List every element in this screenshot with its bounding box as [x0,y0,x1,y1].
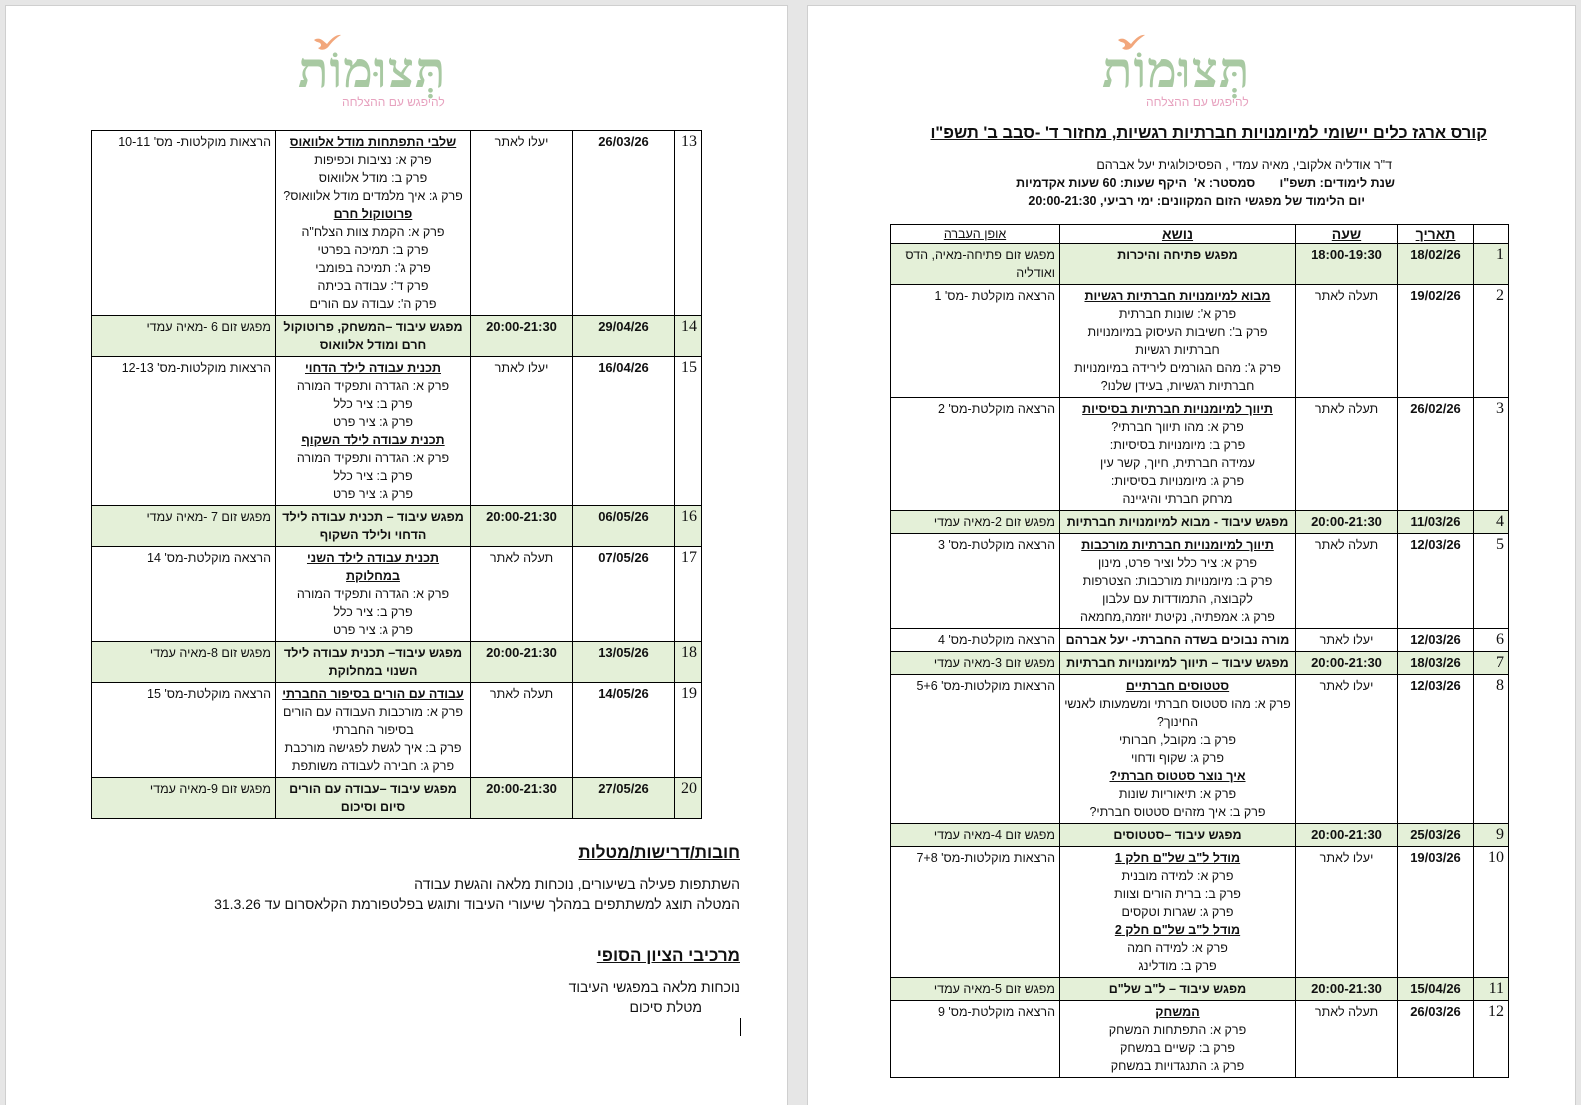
row-topic [1060,675,1296,824]
schedule-table-continued [91,130,702,819]
row-number: 1 [1474,244,1509,285]
row-mode: הרצאה מוקלטת-מס' 4 [891,629,1060,652]
topic-subtitle: מודל ל"ב של"ם חלק 2 [1114,923,1241,937]
table-row [92,683,702,778]
row-time: תעלה לאתר [1296,285,1398,398]
topic-title: המשחק [1155,1005,1200,1019]
row-mode: מפגש זום 5-מאיה עמדי [891,978,1060,1001]
topic-part: פרק ב: ציר כלל [333,605,413,619]
row-topic [1060,978,1296,1001]
table-header-row [891,225,1509,244]
row-date: 16/04/26 [573,357,675,506]
table-row [92,642,702,683]
table-row [891,244,1509,285]
row-mode: מפגש זום 4-מאיה עמדי [891,824,1060,847]
row-number: 17 [675,547,702,642]
row-number: 12 [1474,1001,1509,1078]
topic-part: פרק ג: אמפתיה, נקיטת יוזמה,מחמאה [1080,610,1275,624]
topic-part: פרק ב: מיומנויות מורכבות: הצטרפות לקבוצה, התמודדות עם עלבון [1082,574,1273,606]
topic-part: פרק ג': מהם הגורמים לירידה במיומנויות חברתיות רגשיות, בעידן שלנו? [1074,361,1281,393]
row-date: 26/02/26 [1398,398,1474,511]
grade-heading: מרכיבי הציון הסופי [596,946,740,965]
course-lecturers: ד"ר אודליה אלקובי, מאיה עמדי , הפסיכולוגית יעל אברהם [1096,158,1392,172]
row-date: 26/03/26 [1398,1001,1474,1078]
table-row [891,398,1509,511]
logo [294,30,494,114]
row-number: 6 [1474,629,1509,652]
topic-part: פרק ד': עבודה בכיתה [317,279,429,293]
topic-part: פרק א: הגדרה ותפקיד המורה [296,451,450,465]
header-date: תאריך [1398,225,1474,244]
row-date: 12/03/26 [1398,675,1474,824]
topic-part: פרק ג: איך מלמדים מודל אלוואוס? [283,189,463,203]
topic-part: פרק א: מהו סטטוס חברתי ומשמעותו לאנשי החינוך? [1064,697,1291,729]
topic-part: פרק א: הגדרה ותפקיד המורה [296,379,450,393]
topic-title: עבודה עם הורים בסיפור החברתי [282,687,464,701]
row-topic [1060,1001,1296,1078]
logo [1098,30,1298,114]
row-topic [276,547,471,642]
row-topic [1060,652,1296,675]
row-date: 12/03/26 [1398,534,1474,629]
header-mode: אופן העברה [891,225,1060,244]
topic-title: מפגש פתיחה והיכרות [1117,248,1238,262]
row-topic [1060,824,1296,847]
row-time: תעלה לאתר [1296,398,1398,511]
table-row [92,131,702,316]
table-row [891,675,1509,824]
row-topic [276,316,471,357]
row-time: תעלה לאתר [1296,1001,1398,1078]
topic-title: תיווך למיומנויות חברתיות מורכבות [1081,538,1274,552]
row-time: 18:00-19:30 [1296,244,1398,285]
row-date: 15/04/26 [1398,978,1474,1001]
topic-part: פרק ג: שגרות וטקסים [1121,905,1234,919]
row-topic [276,131,471,316]
topic-part: פרק ג: ציר פרט [332,415,414,429]
row-mode: מפגש זום 6 -מאיה עמדי [92,316,276,357]
obligations-heading: חובות/דרישות/מטלות [578,843,740,862]
row-number: 20 [675,778,702,819]
topic-part: פרק א: הגדרה ותפקיד המורה [296,587,450,601]
row-number: 14 [675,316,702,357]
topic-title: מפגש עיבוד - מבוא למיומנויות חברתיות [1066,515,1289,529]
table-row [92,316,702,357]
topic-title: מפגש עיבוד – תיווך למיומנויות חברתיות [1066,656,1289,670]
row-time: 20:00-21:30 [471,778,573,819]
topic-subtitle: תכנית עבודה לילד השקוף [301,433,445,447]
grade-line-1: נוכחות מלאה במפגשי העיבוד [568,979,740,995]
topic-title: מבוא למיומנויות חברתיות רגשיות [1084,289,1271,303]
table-row [891,847,1509,978]
header-time: שעה [1296,225,1398,244]
row-number: 5 [1474,534,1509,629]
row-date: 13/05/26 [573,642,675,683]
topic-part: פרק ב: ברית הורים וצוות [1114,887,1241,901]
row-number: 2 [1474,285,1509,398]
course-day-line: יום הלימוד של מפגשי הזום המקוונים: ימי רביעי, 20:00-21:30 [1028,194,1365,208]
topic-part: פרק א: ציר כלל וציר פרט, מינון [1097,556,1258,570]
row-date: 27/05/26 [573,778,675,819]
row-topic [276,642,471,683]
topic-part: פרק א': שונות חברתית [1118,307,1237,321]
table-row [891,978,1509,1001]
schedule-table [890,224,1509,1078]
topic-title: תכנית עבודה לילד הדחוי [304,361,442,375]
row-time: 20:00-21:30 [471,506,573,547]
topic-title: מפגש עיבוד – תכנית עבודה לילד הדחוי ולילד השקוף [282,510,464,542]
row-number: 19 [675,683,702,778]
row-number: 3 [1474,398,1509,511]
row-date: 26/03/26 [573,131,675,316]
topic-part: פרק ב: מקובל, חברותי [1119,733,1236,747]
row-topic [276,506,471,547]
table-row [92,357,702,506]
topic-part: פרק א: למידה מובנית [1121,869,1234,883]
row-mode: הרצאות מוקלטות-מס' 5+6 [891,675,1060,824]
row-number: 8 [1474,675,1509,824]
topic-part: פרק א: מהו תיווך חברתי? [1111,420,1244,434]
row-topic [1060,847,1296,978]
topic-part: פרק ב: איך מזהים סטטוס חברתי? [1089,805,1266,819]
topic-part: פרק ב: תמיכה בפרטי [317,243,429,257]
row-time: 20:00-21:30 [1296,978,1398,1001]
row-mode: הרצאה מוקלטת-מס' 9 [891,1001,1060,1078]
topic-title: מפגש עיבוד –עבודה עם הורים סיום וסיכום [289,782,457,814]
row-topic [1060,244,1296,285]
topic-part: פרק ג: שקוף ודחוי [1131,751,1224,765]
topic-title: תכנית עבודה לילד השני במחלוקת [306,551,440,583]
row-time: תעלה לאתר [471,547,573,642]
topic-part: פרק ג: ציר פרט [332,487,414,501]
table-row [891,1001,1509,1078]
logo-wordmark: תְּצוּמוֹת [298,40,447,99]
row-date: 11/03/26 [1398,511,1474,534]
row-date: 18/03/26 [1398,652,1474,675]
row-mode: מפגש זום 9-מאיה עמדי [92,778,276,819]
row-topic [276,778,471,819]
topic-title: מפגש עיבוד – ל"ב של"ם [1108,982,1247,996]
row-date: 06/05/26 [573,506,675,547]
row-number: 7 [1474,652,1509,675]
row-mode: מפגש זום 3-מאיה עמדי [891,652,1060,675]
row-topic [1060,629,1296,652]
topic-part: פרק ג: ציר פרט [332,623,414,637]
topic-part: פרק ב: קשיים במשחק [1120,1041,1235,1055]
topic-part: פרק ג': תמיכה בפומבי [315,261,431,275]
table-row [92,506,702,547]
topic-subtitle: פרוטוקול חרם [333,207,413,221]
row-mode: הרצאה מוקלטת-מס' 15 [92,683,276,778]
row-mode: הרצאות מוקלטות-מס' 12-13 [92,357,276,506]
topic-part: פרק א: למידה חמה [1127,941,1228,955]
topic-title: מפגש עיבוד– תכנית עבודה לילד השנוי במחלוקת [283,646,463,678]
topic-part: פרק ב: ציר כלל [333,469,413,483]
topic-part: פרק ג: מיומנויות בסיסיות: [1110,474,1245,488]
topic-part: פרק ב: מודלינג [1138,959,1217,973]
row-number: 18 [675,642,702,683]
obligations-line-2: המטלה תוצג למשתתפים במהלך שיעורי העיבוד ותוגש בפלטפורמת הקלאסרום עד 31.3.26 [214,896,740,912]
row-topic [1060,511,1296,534]
row-date: 18/02/26 [1398,244,1474,285]
topic-title: מפגש עיבוד –המשחק, פרוטוקול חרם ומודל אלוואוס [283,320,463,352]
topic-part: פרק א: התפתחות המשחק [1108,1023,1247,1037]
topic-part: פרק ב': חשיבות העיסוק במיומנויות חברתיות רגשיות [1087,325,1268,357]
row-date: 12/03/26 [1398,629,1474,652]
row-time: 20:00-21:30 [1296,511,1398,534]
row-date: 29/04/26 [573,316,675,357]
topic-part: פרק א: הקמת צוות הצלח"ה [301,225,445,239]
row-mode: הרצאה מוקלטת-מס' 3 [891,534,1060,629]
topic-part: פרק א: מורכבות העבודה עם הורים בסיפור החברתי [283,705,463,737]
table-row [891,824,1509,847]
row-topic [276,357,471,506]
header-topic: נושא [1060,225,1296,244]
obligations-line-1: השתתפות פעילה בשיעורים, נוכחות מלאה והגשת עבודה [414,876,740,892]
row-time: תעלה לאתר [1296,534,1398,629]
topic-part: פרק ב: ציר כלל [333,397,413,411]
row-time: 20:00-21:30 [471,316,573,357]
row-date: 07/05/26 [573,547,675,642]
topic-part: פרק ב: איך לגשת לפגישה מורכבת [284,741,462,755]
table-row [891,285,1509,398]
course-year-line: שנת לימודים: תשפ"ו סמסטר: א' היקף שעות: 60 שעות אקדמיות [1016,176,1395,190]
topic-title: מפגש עיבוד –סטטוסים [1113,828,1242,842]
topic-title: מורה נבוכים בשדה החברתי- יעל אברהם [1065,633,1290,647]
row-time: 20:00-21:30 [471,642,573,683]
topic-part: פרק א: תיאוריות שונות [1118,787,1237,801]
row-time: תעלה לאתר [471,683,573,778]
logo-tagline: להיפגש עם ההצלחה [342,95,445,109]
row-mode: הרצאות מוקלטות- מס' 10-11 [92,131,276,316]
row-date: 19/03/26 [1398,847,1474,978]
row-number: 13 [675,131,702,316]
table-row [891,652,1509,675]
course-title: קורס ארגז כלים יישומי למיומנויות חברתיות רגשיות, מחזור ד' -סבב ב' תשפ"ו [930,124,1487,142]
topic-part: פרק ה': עבודה עם הורים [309,297,437,311]
row-mode: מפגש זום 7 -מאיה עמדי [92,506,276,547]
logo-tagline: להיפגש עם ההצלחה [1146,95,1249,109]
row-time: יעלו לאתר [471,131,573,316]
row-number: 10 [1474,847,1509,978]
row-date: 19/02/26 [1398,285,1474,398]
row-time: 20:00-21:30 [1296,652,1398,675]
table-row [891,534,1509,629]
grade-line-2: מטלת סיכום [629,999,702,1015]
topic-part: פרק ב: מיומנויות בסיסיות: [1109,438,1246,452]
row-mode: מפגש זום פתיחה-מאיה, הדס ואודליה [891,244,1060,285]
topic-part: פרק ג: התנגדויות במשחק [1110,1059,1245,1073]
header-num [1474,225,1509,244]
text-cursor[interactable] [740,1018,741,1036]
row-time: יעלו לאתר [1296,847,1398,978]
table-row [92,547,702,642]
row-mode: הרצאה מוקלטת-מס' 14 [92,547,276,642]
topic-part: עמידה חברתית, חיוך, קשר עין [1099,456,1256,470]
row-time: יעלו לאתר [1296,629,1398,652]
topic-part: פרק א: נציבות וכפיפות [314,153,432,167]
table-row [891,629,1509,652]
row-mode: הרצאה מוקלטת -מס' 1 [891,285,1060,398]
table-row [92,778,702,819]
topic-title: שלבי התפתחות מודל אלוואוס [289,135,457,149]
row-mode: מפגש זום 2-מאיה עמדי [891,511,1060,534]
topic-title: מודל ל"ב של"ם חלק 1 [1114,851,1241,865]
row-date: 25/03/26 [1398,824,1474,847]
row-number: 11 [1474,978,1509,1001]
row-number: 15 [675,357,702,506]
row-number: 9 [1474,824,1509,847]
document-page-1 [808,6,1575,1105]
topic-part: פרק ב: מודל אלוואוס [318,171,428,185]
topic-part: מרחק חברתי והיגיינה [1122,492,1233,506]
row-time: 20:00-21:30 [1296,824,1398,847]
document-page-2 [6,6,787,1105]
row-topic [1060,398,1296,511]
row-time: יעלו לאתר [1296,675,1398,824]
row-topic [1060,285,1296,398]
topic-title: סטטוסים חברתיים [1125,679,1230,693]
row-number: 16 [675,506,702,547]
row-mode: הרצאות מוקלטות-מס' 7+8 [891,847,1060,978]
row-date: 14/05/26 [573,683,675,778]
topic-title: תיווך למיומנויות חברתיות בסיסיות [1082,402,1273,416]
row-topic [276,683,471,778]
topic-subtitle: איך נוצר סטטוס חברתי? [1109,769,1246,783]
row-topic [1060,534,1296,629]
row-mode: הרצאה מוקלטת-מס' 2 [891,398,1060,511]
row-number: 4 [1474,511,1509,534]
topic-part: פרק ג: חבירה לעבודה משותפת [291,759,455,773]
row-mode: מפגש זום 8-מאיה עמדי [92,642,276,683]
logo-wordmark: תְּצוּמוֹת [1102,40,1251,99]
table-row [891,511,1509,534]
row-time: יעלו לאתר [471,357,573,506]
